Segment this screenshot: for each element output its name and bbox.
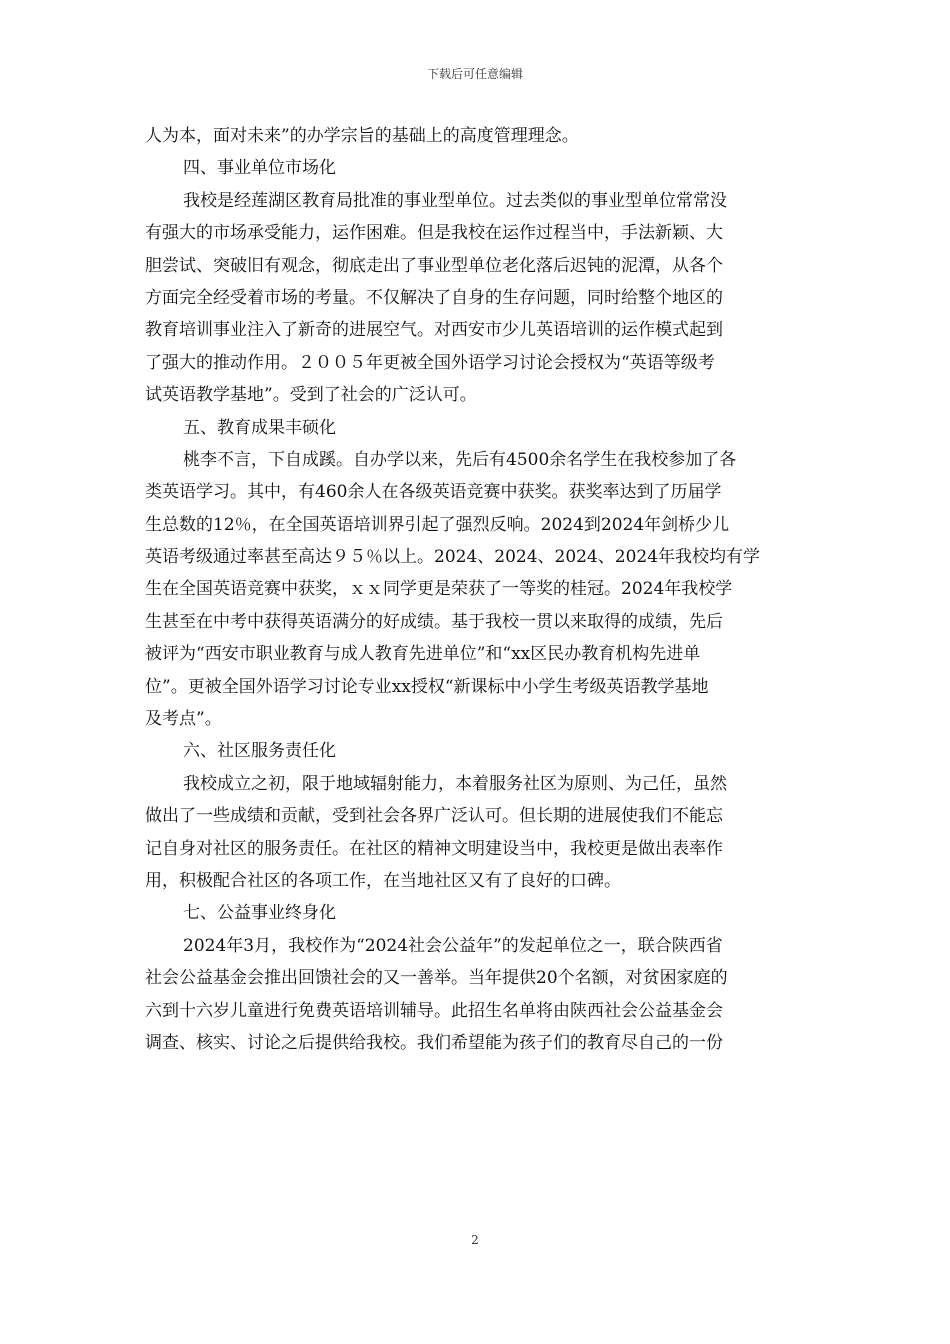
page-number: 2: [471, 1233, 479, 1247]
section-heading: 四、事业单位市场化: [183, 158, 336, 179]
body-line: 调查、核实、讨论之后提供给我校。我们希望能为孩子们的教育尽自己的一份: [145, 1032, 723, 1053]
body-line: 六到十六岁儿童进行免费英语培训辅导。此招生名单将由陕西社会公益基金会: [145, 1000, 723, 1021]
body-line: 记自身对社区的服务责任。在社区的精神文明建设当中，我校更是做出表率作: [145, 838, 723, 859]
body-line: 方面完全经受着市场的考量。不仅解决了自身的生存问题，同时给整个地区的: [145, 287, 723, 308]
document-body: [145, 120, 815, 1059]
body-line: 生总数的12％，在全国英语培训界引起了强烈反响。2024到2024年剑桥少儿: [145, 514, 730, 535]
body-line: 生在全国英语竞赛中获奖，ｘｘ同学更是荣获了一等奖的桂冠。2024年我校学: [145, 579, 733, 600]
body-line: 英语考级通过率甚至高达９５％以上。2024、2024、2024、2024年我校均有学: [145, 547, 761, 568]
page-header: 下载后可任意编辑: [426, 67, 523, 81]
body-line: 我校成立之初，限于地域辐射能力，本着服务社区为原则、为己任，虽然: [183, 773, 727, 794]
body-line: 有强大的市场承受能力，运作困难。但是我校在运作过程当中，手法新颖、大: [145, 223, 723, 244]
body-line: 桃李不言，下自成蹊。自办学以来，先后有4500余名学生在我校参加了各: [183, 449, 737, 470]
body-line: 位”。更被全国外语学习讨论专业xx授权“新课标中小学生考级英语教学基地: [145, 676, 709, 697]
body-line: 用，积极配合社区的各项工作，在当地社区又有了良好的口碑。: [145, 870, 621, 891]
body-line: 教育培训事业注入了新奇的进展空气。对西安市少儿英语培训的运作模式起到: [145, 320, 723, 341]
body-line: 胆尝试、突破旧有观念，彻底走出了事业型单位老化落后迟钝的泥潭，从各个: [145, 255, 723, 276]
body-line: 类英语学习。其中，有460余人在各级英语竞赛中获奖。获奖率达到了历届学: [145, 482, 722, 503]
body-line: 社会公益基金会推出回馈社会的又一善举。当年提供20个名额，对贫困家庭的: [145, 968, 728, 989]
section-heading: 五、教育成果丰硕化: [183, 417, 336, 438]
body-line: 了强大的推动作用。２００５年更被全国外语学习讨论会授权为“英语等级考: [145, 352, 715, 373]
body-line: 2024年3月，我校作为“2024社会公益年”的发起单位之一，联合陕西省: [183, 935, 723, 956]
body-line: 及考点”。: [145, 709, 222, 730]
section-heading: 七、公益事业终身化: [183, 903, 336, 924]
section-heading: 六、社区服务责任化: [183, 741, 336, 762]
body-line: 我校是经莲湖区教育局批准的事业型单位。过去类似的事业型单位常常没: [183, 190, 727, 211]
body-line: 生甚至在中考中获得英语满分的好成绩。基于我校一贯以来取得的成绩，先后: [145, 611, 723, 632]
body-line: 做出了一些成绩和贡献，受到社会各界广泛认可。但长期的进展使我们不能忘: [145, 806, 723, 827]
body-line: 人为本，面对未来”的办学宗旨的基础上的高度管理理念。: [145, 126, 579, 146]
body-line: 被评为“西安市职业教育与成人教育先进单位”和“xx区民办教育机构先进单: [145, 644, 701, 665]
body-line: 试英语教学基地”。受到了社会的广泛认可。: [145, 385, 477, 406]
